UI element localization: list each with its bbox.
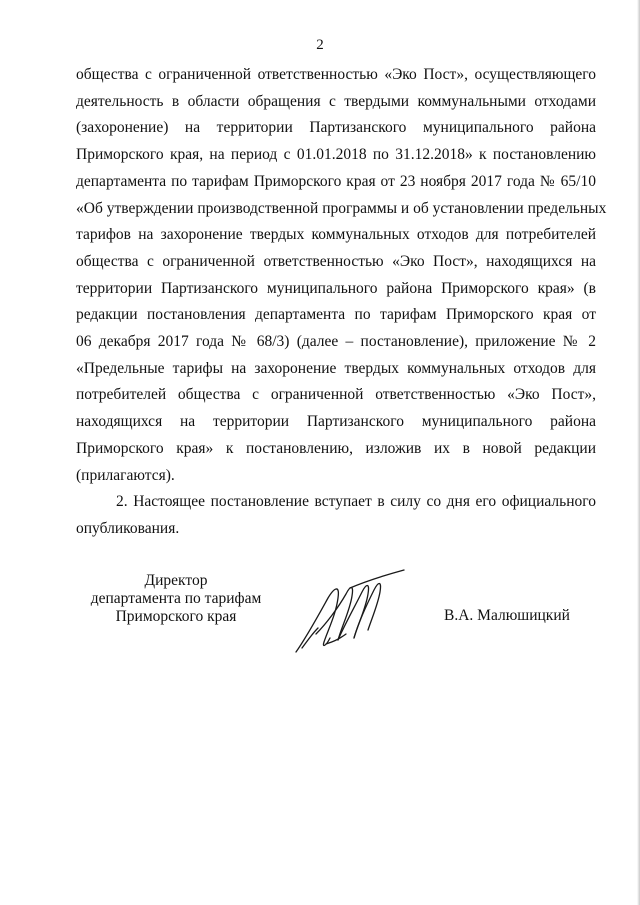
signatory-name: В.А. Малюшицкий: [444, 607, 570, 624]
paragraph-2: [76, 489, 596, 542]
text-line: территории Партизанского муниципального района Приморского края» (в: [76, 279, 596, 297]
text-line: (прилагаются).: [76, 466, 175, 484]
handwritten-signature: [292, 568, 412, 658]
text-line: общества с ограниченной ответственностью «Эко Пост», осуществляющего: [76, 66, 596, 83]
signatory-title: [76, 572, 276, 626]
paragraph-1: [76, 62, 607, 489]
text-line: потребителей общества с ограниченной ответственностью «Эко Пост»,: [76, 386, 596, 404]
text-line: редакции постановления департамента по тарифам Приморского края от: [76, 306, 596, 324]
text-line: общества с ограниченной ответственностью «Эко Пост», находящихся на: [76, 252, 596, 270]
text-line: находящихся на территории Партизанского муниципального района: [76, 413, 596, 431]
text-line: 2. Настоящее постановление вступает в силу со дня его официального: [116, 493, 596, 511]
text-line: (захоронение) на территории Партизанского муниципального района: [76, 119, 596, 137]
text-line: тарифов на захоронение твердых коммунальных отходов для потребителей: [76, 226, 596, 244]
signatory-title-line: Директор: [144, 572, 208, 589]
text-line: департамента по тарифам Приморского края от 23 ноября 2017 года № 65/10: [76, 172, 596, 190]
signatory-title-line: Приморского края: [115, 608, 237, 625]
text-line: Приморского края» к постановлению, изложив их в новой редакции: [76, 439, 596, 457]
text-line: опубликования.: [76, 519, 180, 537]
text-line: «Предельные тарифы на захоронение твердых коммунальных отходов для: [76, 359, 596, 377]
signatory-title-line: департамента по тарифам: [90, 590, 262, 607]
text-line: деятельность в области обращения с твердыми коммунальными отходами: [76, 92, 596, 110]
text-line: Приморского края, на период с 01.01.2018 по 31.12.2018» к постановлению: [76, 146, 596, 164]
text-line: «Об утверждении производственной программы и об установлении предельных: [76, 199, 607, 217]
text-line: 06 декабря 2017 года № 68/3) (далее – постановление), приложение № 2: [76, 333, 596, 351]
page-number: 2: [316, 37, 324, 53]
document-body: [76, 62, 607, 543]
